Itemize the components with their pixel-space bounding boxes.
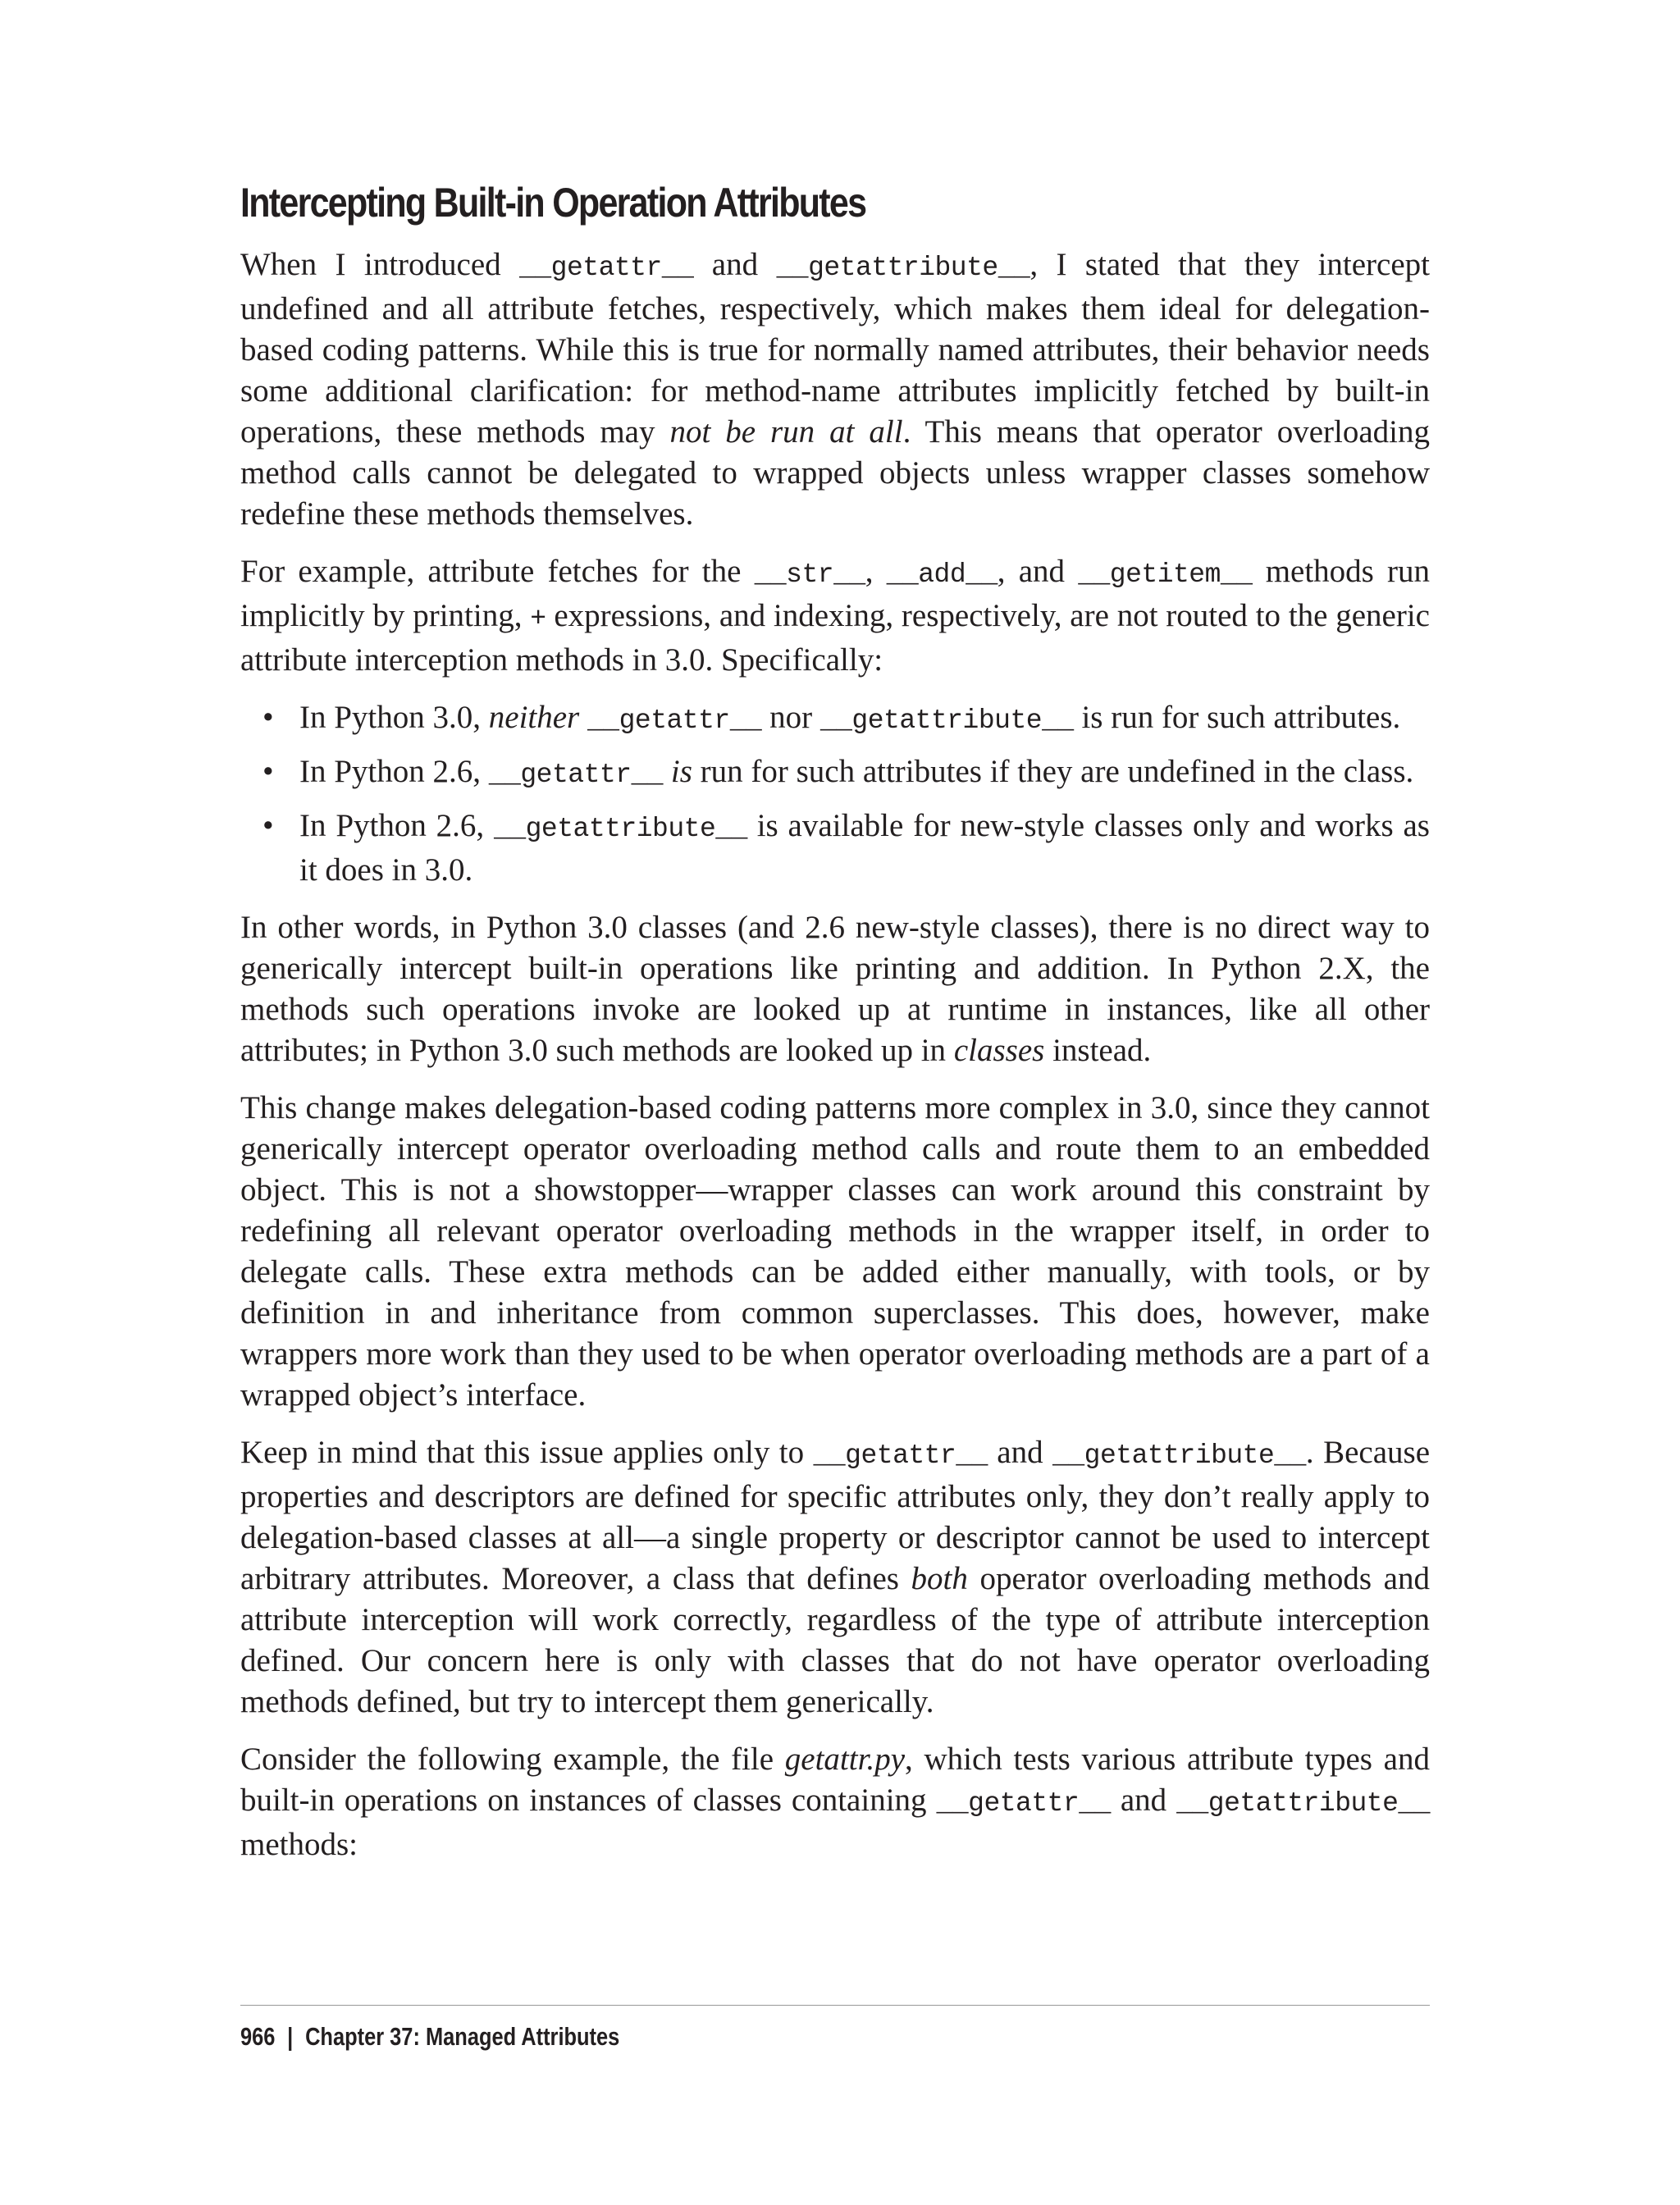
code-getattribute: __getattribute__ <box>1176 1788 1431 1819</box>
list-item <box>240 806 1430 891</box>
text-run: Consider the following example, the file <box>240 1742 785 1777</box>
text-run: In Python 2.6, <box>299 754 489 789</box>
list-item <box>240 751 1430 796</box>
code-getattribute: __getattribute__ <box>776 253 1030 283</box>
text-run: , which tests various attribute types and built-in operations on instances of classes containing <box>240 1742 1430 1818</box>
emphasis: is <box>670 754 692 789</box>
code-getattr: __getattr__ <box>587 705 762 736</box>
paragraph-4: This change makes delegation-based coding patterns more complex in 3.0, since they cannot generically intercept operator overloading method calls and route them to an embedded object. This is not a showstopper—wrapper classes can work around this constraint by redefining all relevant operator overloading methods in the wrapper itself, in order to delegate calls. These extra methods can be added either manually, with tools, or by definition in and inheritance from common superclasses. This does, however, make wrappers more work than they used to be when operator overloading methods are a part of a wrapped object’s interface. <box>240 1090 1430 1413</box>
emphasis: neither <box>488 700 580 735</box>
code-getattr: __getattr__ <box>488 760 664 790</box>
text-run: . This means that operator overloading method calls cannot be delegated to wrapped objects unless wrapper classes somehow redefine these methods themselves. <box>240 414 1430 532</box>
text-run: is run for such attributes. <box>1073 700 1401 735</box>
text-run: , and <box>997 554 1079 589</box>
text-run: and <box>693 247 777 282</box>
footer-text <box>240 2022 1216 2052</box>
text-run: In other words, in Python 3.0 classes (and 2.6 new-style classes), there is no direct way to generically intercept built-in operations like printing and addition. In Python 2.X, the methods such operations invoke are looked up at runtime in instances, like all other attributes; in Python 3.0 such methods are looked up in <box>240 910 1430 1068</box>
text-run: In Python 3.0, <box>299 700 489 735</box>
footer-divider <box>240 2005 1430 2006</box>
emphasis: classes <box>953 1033 1045 1068</box>
code-getattr: __getattr__ <box>936 1788 1111 1819</box>
emphasis-filename: getattr.py <box>784 1742 906 1777</box>
text-run <box>663 754 671 789</box>
text-run: and <box>987 1435 1053 1470</box>
text-run: operator overloading methods and attribute interception will work correctly, regardless of the type of attribute interception defined. Our concern here is only with classes that do not have operator overloading methods defined, but try to intercept them generically. <box>240 1561 1430 1719</box>
text-run: instead. <box>1044 1033 1152 1068</box>
text-run: In Python 2.6, <box>299 808 495 843</box>
page-number: 966 <box>240 2022 276 2051</box>
text-run: When I introduced <box>240 247 520 282</box>
text-run: . Because properties and descriptors are defined for specific attributes only, they don’t really apply to delegation-based classes at all—a single property or descriptor cannot be used to intercept arbitrary attributes. Moreover, a class that defines <box>240 1435 1431 1596</box>
code-getattribute: __getattribute__ <box>819 705 1074 736</box>
code-getattribute: __getattribute__ <box>494 814 747 844</box>
section-heading: Intercepting Built-in Operation Attributes <box>240 180 866 226</box>
text-run: Keep in mind that this issue applies only to <box>240 1435 814 1470</box>
text-run: , I stated that they intercept undefined and all attribute fetches, respectively, which makes them ideal for delegation-based coding patterns. While this is true for normally named attributes, their behavior needs some additional clarification: for method-name attributes implicitly fetched by built-in operations, these methods may <box>240 247 1430 450</box>
text-run: methods run implicitly by printing, <box>240 554 1431 633</box>
page-body <box>240 179 1430 1882</box>
text-run: is available for new-style classes only and works as it does in 3.0. <box>299 808 1430 888</box>
emphasis: not be run at all <box>669 414 903 450</box>
code-getitem: __getitem__ <box>1078 559 1253 590</box>
code-str: __str__ <box>754 559 865 590</box>
paragraph-6 <box>240 1739 1430 1865</box>
list-item <box>240 697 1430 742</box>
paragraph-3 <box>240 907 1430 1071</box>
text-run <box>579 700 587 735</box>
paragraph-1 <box>240 244 1430 535</box>
bullet-list <box>240 697 1430 891</box>
code-plus: + <box>530 604 546 634</box>
text-run: For example, attribute fetches for the <box>240 554 755 589</box>
text-run: run for such attributes if they are undefined in the class. <box>692 754 1414 789</box>
text-run: expressions, and indexing, respectively, are not routed to the generic attribute interception methods in 3.0. Specifically: <box>240 598 1430 678</box>
code-getattribute: __getattribute__ <box>1052 1440 1306 1471</box>
text-run: nor <box>761 700 820 735</box>
footer-separator: | <box>287 2022 294 2051</box>
emphasis: both <box>911 1561 968 1596</box>
bullet-icon: • <box>262 754 274 789</box>
text-run: and <box>1110 1783 1177 1818</box>
text-run: , <box>865 554 887 589</box>
bullet-icon: • <box>262 808 274 843</box>
code-add: __add__ <box>886 559 998 590</box>
page-footer <box>240 2005 1430 2052</box>
code-getattr: __getattr__ <box>519 253 694 283</box>
code-getattr: __getattr__ <box>813 1440 988 1471</box>
text-run: methods: <box>240 1827 358 1862</box>
chapter-title: Chapter 37: Managed Attributes <box>305 2022 620 2051</box>
bullet-icon: • <box>262 700 274 735</box>
paragraph-5 <box>240 1432 1430 1723</box>
paragraph-2 <box>240 551 1430 681</box>
